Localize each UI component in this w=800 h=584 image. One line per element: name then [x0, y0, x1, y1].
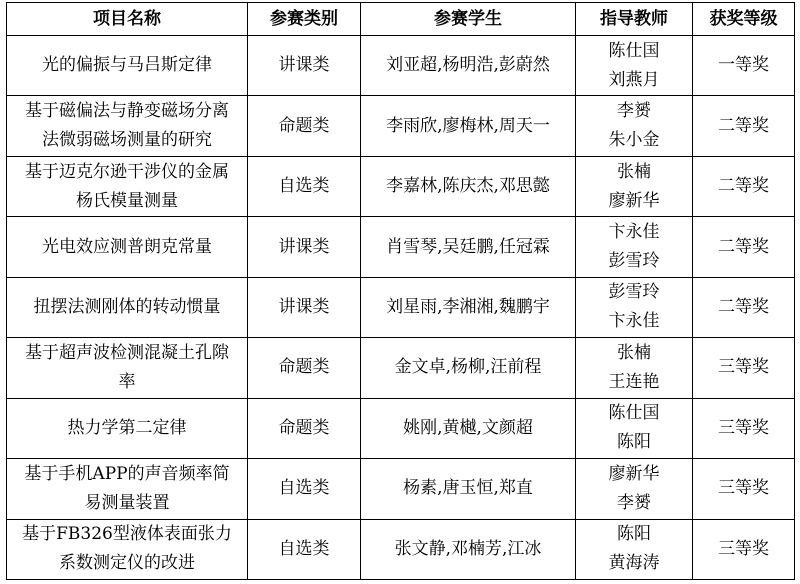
table-row — [7, 156, 795, 216]
awards-table — [6, 2, 795, 580]
teacher-name: 刘燕月 — [608, 69, 660, 90]
project-name-cell: 光电效应测普朗克常量 — [7, 217, 248, 277]
project-name-cell: 热力学第二定律 — [7, 398, 248, 458]
teacher-name: 陈仕国 — [608, 403, 660, 424]
project-name-cell: 基于手机APP的声音频率简易测量装置 — [7, 459, 248, 519]
category-cell: 讲课类 — [248, 277, 361, 337]
teachers-cell — [576, 36, 693, 96]
teacher-name: 卞永佳 — [608, 222, 660, 243]
table-row — [7, 338, 795, 398]
table-row — [7, 277, 795, 337]
category-cell: 自选类 — [248, 459, 361, 519]
table-row — [7, 459, 795, 519]
teacher-name: 黄海涛 — [608, 553, 660, 574]
teacher-name: 陈阳 — [617, 524, 651, 545]
teacher-name: 卞永佳 — [608, 311, 660, 332]
project-name-cell: 基于FB326型液体表面张力系数测定仪的改进 — [7, 519, 248, 580]
students-cell: 杨素,唐玉恒,郑直 — [361, 459, 576, 519]
table-row — [7, 519, 795, 580]
students-cell: 姚刚,黄樾,文颜超 — [361, 398, 576, 458]
award-level-cell: 二等奖 — [693, 217, 795, 277]
teacher-name: 李赟 — [617, 492, 651, 513]
teacher-name: 李赟 — [617, 101, 651, 122]
students-cell: 刘星雨,李湘湘,魏鹏宇 — [361, 277, 576, 337]
teachers-cell — [576, 156, 693, 216]
project-name-cell: 基于迈克尔逊干涉仪的金属杨氏模量测量 — [7, 156, 248, 216]
students-cell: 肖雪琴,吴廷鹏,任冠霖 — [361, 217, 576, 277]
teachers-cell — [576, 217, 693, 277]
award-level-cell: 三等奖 — [693, 519, 795, 580]
teachers-cell — [576, 459, 693, 519]
award-level-cell: 三等奖 — [693, 398, 795, 458]
award-level-cell: 一等奖 — [693, 36, 795, 96]
teacher-name: 廖新华 — [608, 190, 660, 211]
teachers-cell — [576, 96, 693, 156]
project-name-cell: 基于磁偏法与静变磁场分离法微弱磁场测量的研究 — [7, 96, 248, 156]
category-cell: 命题类 — [248, 398, 361, 458]
teacher-name: 王连艳 — [608, 371, 660, 392]
category-cell: 命题类 — [248, 96, 361, 156]
award-level-cell: 三等奖 — [693, 459, 795, 519]
category-cell: 自选类 — [248, 156, 361, 216]
teachers-cell — [576, 338, 693, 398]
award-level-cell: 二等奖 — [693, 156, 795, 216]
teacher-name: 廖新华 — [608, 463, 660, 484]
teacher-name: 陈阳 — [617, 432, 651, 453]
students-cell: 张文静,邓楠芳,江冰 — [361, 519, 576, 580]
category-cell: 命题类 — [248, 338, 361, 398]
teacher-name: 张楠 — [617, 161, 651, 182]
students-cell: 李嘉林,陈庆杰,邓思懿 — [361, 156, 576, 216]
table-row — [7, 96, 795, 156]
category-cell: 讲课类 — [248, 36, 361, 96]
table-row — [7, 398, 795, 458]
header-category: 参赛类别 — [248, 3, 361, 36]
header-students: 参赛学生 — [361, 3, 576, 36]
project-name-cell: 光的偏振与马吕斯定律 — [7, 36, 248, 96]
teachers-cell — [576, 519, 693, 580]
teacher-name: 彭雪玲 — [608, 282, 660, 303]
project-name-cell: 基于超声波检测混凝土孔隙率 — [7, 338, 248, 398]
header-award-level: 获奖等级 — [693, 3, 795, 36]
teacher-name: 张楠 — [617, 342, 651, 363]
award-level-cell: 二等奖 — [693, 96, 795, 156]
table-row — [7, 217, 795, 277]
teachers-cell — [576, 277, 693, 337]
teacher-name: 陈仕国 — [608, 40, 660, 61]
teacher-name: 彭雪玲 — [608, 251, 660, 272]
teachers-cell — [576, 398, 693, 458]
students-cell: 李雨欣,廖梅林,周天一 — [361, 96, 576, 156]
students-cell: 金文卓,杨柳,汪前程 — [361, 338, 576, 398]
header-row — [7, 3, 795, 36]
header-teachers: 指导教师 — [576, 3, 693, 36]
award-level-cell: 二等奖 — [693, 277, 795, 337]
category-cell: 讲课类 — [248, 217, 361, 277]
table-row — [7, 36, 795, 96]
students-cell: 刘亚超,杨明浩,彭蔚然 — [361, 36, 576, 96]
teacher-name: 朱小金 — [608, 130, 660, 151]
header-project-name: 项目名称 — [7, 3, 248, 36]
project-name-cell: 扭摆法测刚体的转动惯量 — [7, 277, 248, 337]
award-level-cell: 三等奖 — [693, 338, 795, 398]
category-cell: 自选类 — [248, 519, 361, 580]
